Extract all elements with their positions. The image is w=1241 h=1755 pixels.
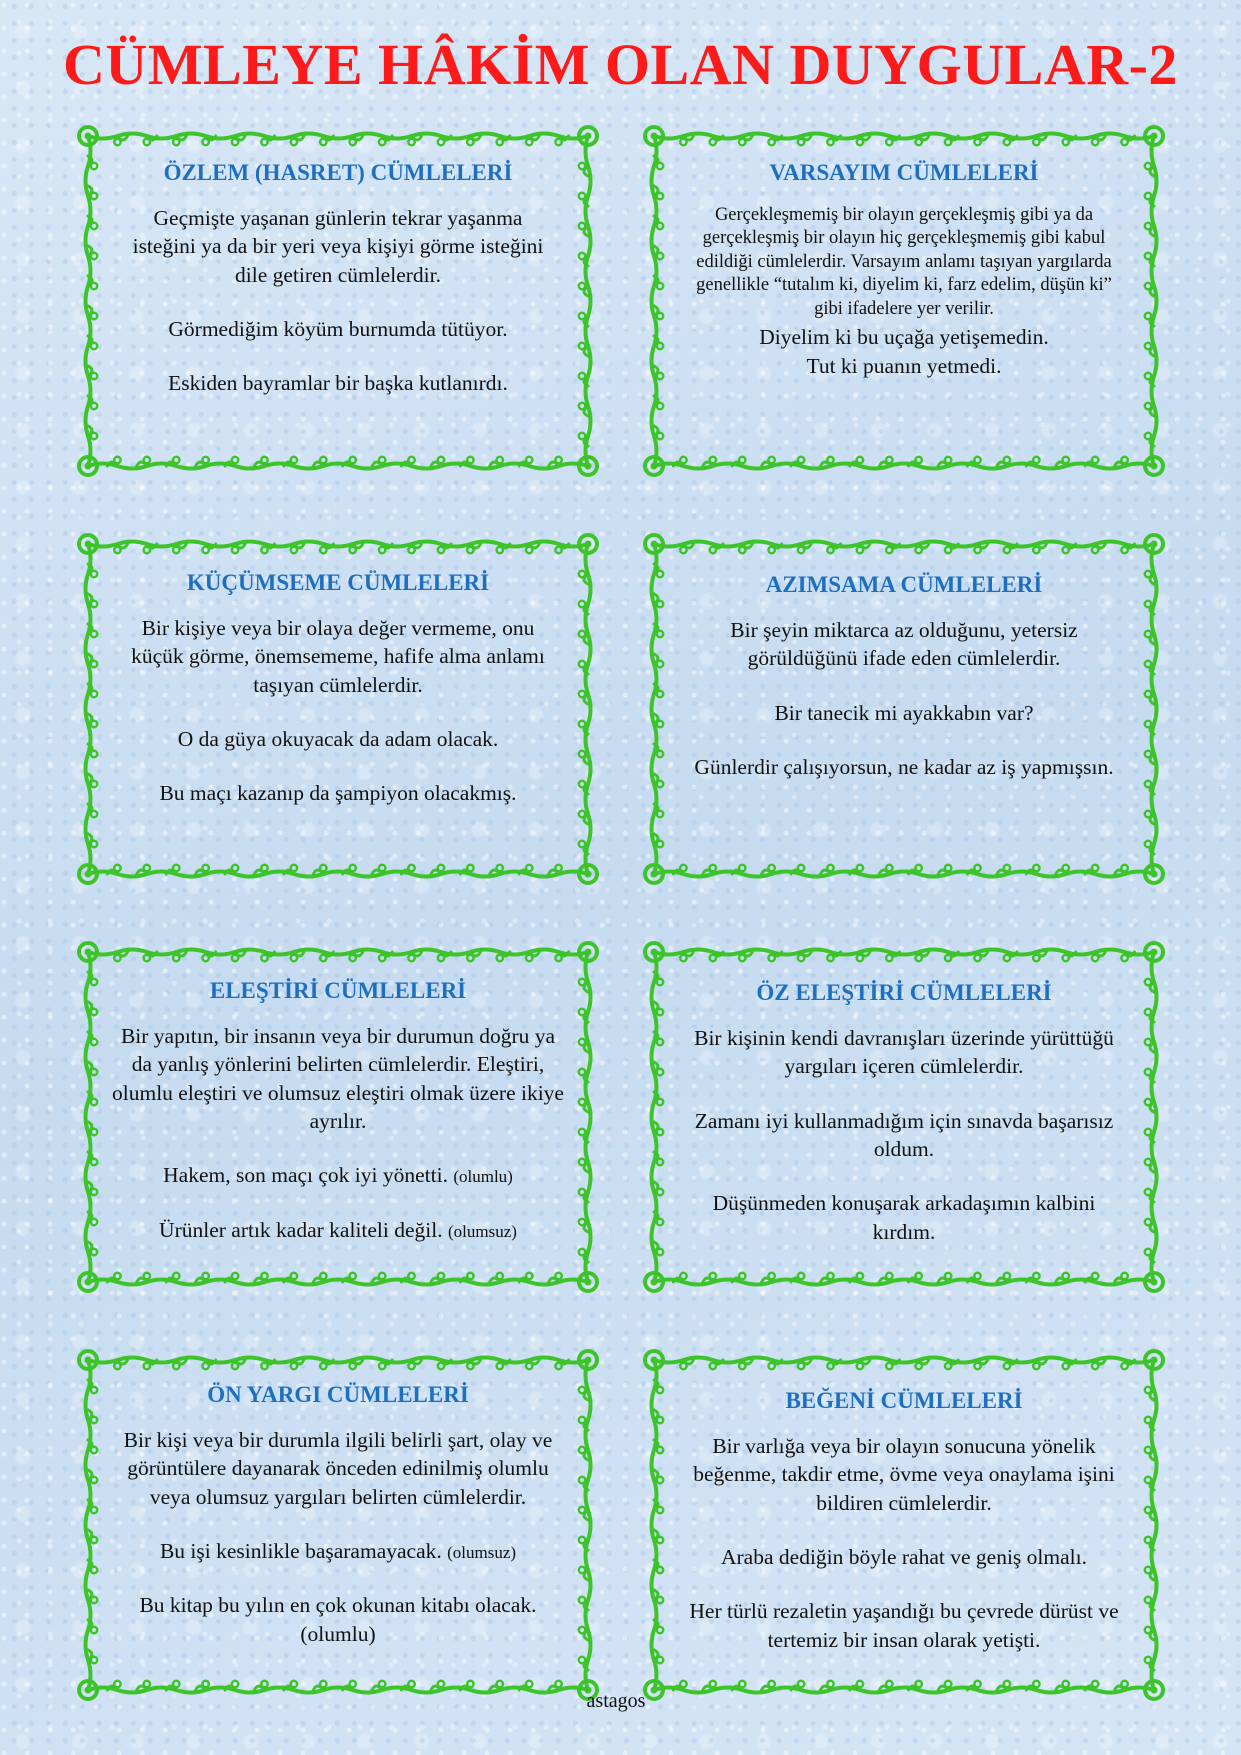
card-heading: ÖZLEM (HASRET) CÜMLELERİ <box>163 160 513 185</box>
card-varsayim <box>644 126 1164 476</box>
card-azimsama <box>644 534 1164 884</box>
card-example: Zamanı iyi kullanmadığım için sınavda başarısız oldum. <box>694 1108 1114 1162</box>
card-example: O da güya okuyacak da adam olacak. <box>177 727 499 752</box>
card-definition: Bir kişi veya bir durumla ilgili belirli şart, olay ve görüntülere dayanarak önceden edinilmiş olumlu veya olumsuz yargıları belirten cümlelerdir. <box>123 1427 553 1509</box>
card-example: Bu maçı kazanıp da şampiyon olacakmış. <box>159 781 517 806</box>
card-definition: Bir yapıtın, bir insanın veya bir durumun doğru ya da yanlış yönlerini belirten cümlelerdir. Eleştiri, olumlu eleştiri ve olumsuz eleştiri olmak üzere ikiye ayrılır. <box>112 1023 564 1134</box>
card-heading: KÜÇÜMSEME CÜMLELERİ <box>186 570 490 595</box>
card-heading: ÖN YARGI CÜMLELERİ <box>207 1382 469 1407</box>
card-example: Bir tanecik mi ayakkabın var? <box>774 700 1034 725</box>
card-example-note: (olumsuz) <box>447 1543 517 1563</box>
card-heading: ELEŞTİRİ CÜMLELERİ <box>209 978 467 1003</box>
card-begeni <box>644 1350 1164 1700</box>
card-heading: VARSAYIM CÜMLELERİ <box>769 160 1039 185</box>
footer-credit: astagos <box>586 1690 646 1712</box>
card-on-yargi <box>78 1350 598 1700</box>
card-example: Araba dediğin böyle rahat ve geniş olmalı. <box>721 1545 1087 1570</box>
card-example: Diyelim ki bu uçağa yetişemedin. <box>759 325 1049 350</box>
card-heading: BEĞENİ CÜMLELERİ <box>785 1388 1023 1413</box>
card-example-row <box>120 1537 556 1565</box>
card-example: Bu işi kesinlikle başaramayacak. <box>159 1539 442 1564</box>
card-definition: Bir kişiye veya bir olaya değer vermeme, onu küçük görme, önemsememe, hafife alma anlamı taşıyan cümlelerdir. <box>131 615 545 697</box>
card-elestiri <box>78 942 598 1292</box>
card-definition: Bir varlığa veya bir olayın sonucuna yönelik beğenme, takdir etme, övme veya onaylama işini bildiren cümlelerdir. <box>693 1433 1115 1515</box>
page-title: CÜMLEYE HÂKİM OLAN DUYGULAR-2 <box>63 32 1178 97</box>
card-example: Günlerdir çalışıyorsun, ne kadar az iş yapmışsın. <box>694 755 1114 780</box>
card-heading: AZIMSAMA CÜMLELERİ <box>765 572 1043 597</box>
card-oz-elestiri <box>644 942 1164 1292</box>
card-heading: ÖZ ELEŞTİRİ CÜMLELERİ <box>756 980 1052 1005</box>
card-example: Ürünler artık kadar kaliteli değil. <box>159 1217 443 1242</box>
card-kucumseme <box>78 534 598 884</box>
card-example: Her türlü rezaletin yaşandığı bu çevrede dürüst ve tertemiz bir insan olarak yetişti. <box>689 1599 1119 1652</box>
card-example: Bu kitap bu yılın en çok okunan kitabı olacak. (olumlu) <box>139 1593 537 1646</box>
card-definition: Gerçekleşmemiş bir olayın gerçekleşmiş gibi ya da gerçekleşmiş bir olayın hiç gerçekleşmemiş gibi kabul edildiği cümlelerdir. Varsayım anlamı taşıyan yargılarda genellikle “tutalım ki, diyelim ki, farz edelim, düşün ki” gibi ifadelere yer verilir. <box>696 204 1112 319</box>
card-definition: Bir şeyin miktarca az olduğunu, yetersiz görüldüğünü ifade eden cümlelerdir. <box>730 617 1078 671</box>
card-definition: Bir kişinin kendi davranışları üzerinde yürüttüğü yargıları içeren cümlelerdir. <box>694 1025 1114 1079</box>
card-example-note: (olumlu) <box>453 1167 513 1187</box>
card-example: Hakem, son maçı çok iyi yönetti. <box>163 1163 448 1188</box>
card-example: Eskiden bayramlar bir başka kutlanırdı. <box>168 371 508 396</box>
card-definition: Geçmişte yaşanan günlerin tekrar yaşanma isteğini ya da bir yeri veya kişiyi görme isteğini dile getiren cümlelerdir. <box>132 205 544 287</box>
card-example: Görmediğim köyüm burnumda tütüyor. <box>168 317 508 342</box>
card-example: Düşünmeden konuşarak arkadaşımın kalbini kırdım. <box>712 1191 1096 1244</box>
card-example-note: (olumsuz) <box>448 1221 517 1241</box>
card-example-row <box>112 1216 564 1244</box>
card-example-row <box>112 1161 564 1189</box>
card-example: Tut ki puanın yetmedi. <box>806 353 1002 378</box>
card-ozlem <box>78 126 598 476</box>
